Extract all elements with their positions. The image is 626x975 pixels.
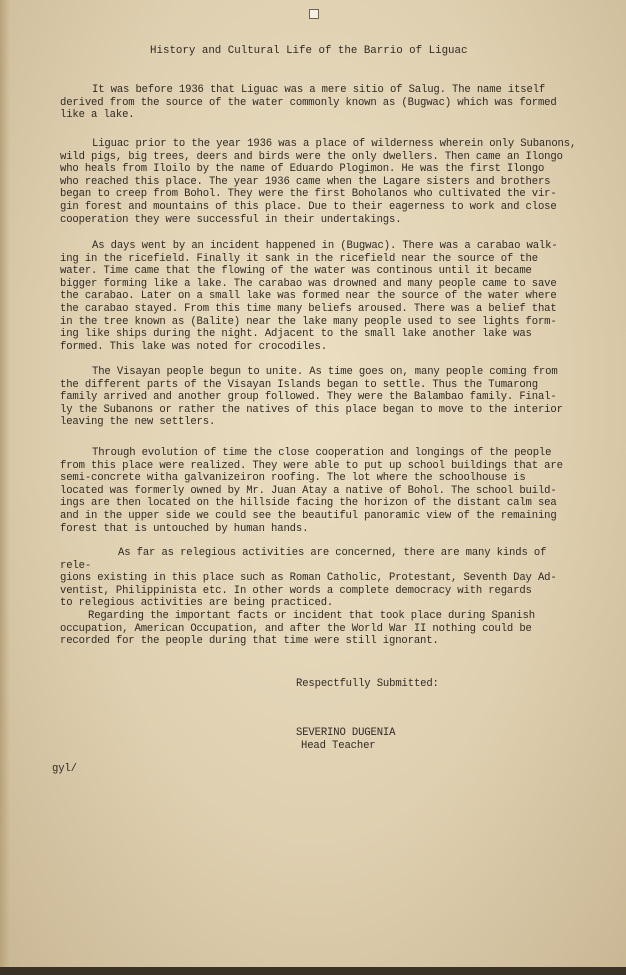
typist-initials: gyl/ — [52, 763, 77, 775]
paragraph-school: Through evolution of time the close cooperation and longings of the people from this place were realized. They were able to put up school buildings that are semi-concrete witha galvanizeiron roofing. The lot where the schoolhouse is located was formerly owned by Mr. Juan Atay a native of Bohol. The school build- ings are then located on the hillside facing the horizon of the distant calm sea and in the upper side we could see the beautiful panoramic view of the remaining forest that is untouched by human hands. — [60, 447, 563, 535]
signature-name: SEVERINO DUGENIA — [296, 727, 396, 739]
paragraph-early-settlers: Liguac prior to the year 1936 was a place of wilderness wherein only Subanons, wild pigs, big trees, deers and birds were the only dwellers. Then came an Ilongo who heals from Iloilo by the name of Eduardo Plogimon. He was the first Ilongo who reached this place. The year 1936 came when the Lagare sisters and brothers began to creep from Bohol. They were the first Boholanos who cultivated the vir- gin forest and mountains of this place. Due to their eagerness to work and close cooperation they were successful in their undertakings. — [60, 138, 577, 226]
document-title: History and Cultural Life of the Barrio of Liguac — [150, 45, 468, 57]
paragraph-religion: As far as relegious activities are concerned, there are many kinds of rele- gions existing in this place such as Roman Catholic, Protestant, Seventh Day Ad- ventist, Philippinista etc. In other words a complete democracy with regards to relegious activities are being practiced. — [60, 547, 557, 610]
paragraph-origin: It was before 1936 that Liguac was a mere sitio of Salug. The name itself derived from the source of the water commonly known as (Bugwac) which was formed like a lake. — [60, 84, 557, 122]
staple-hole-icon — [309, 9, 319, 19]
paper-edge-shadow — [0, 0, 10, 975]
paragraph-occupation: Regarding the important facts or incident that took place during Spanish occupation, American Occupation, and after the World War II nothing could be recorded for the people during that time were still ignorant. — [60, 610, 535, 648]
closing-line: Respectfully Submitted: — [296, 678, 439, 690]
paragraph-visayan-settlers: The Visayan people begun to unite. As time goes on, many people coming from the different parts of the Visayan Islands began to settle. Thus the Tumarong family arrived and another group followed. They were the Balambao family. Final- ly the Subanons or rather the natives of this place began to move to the interior leaving the new settlers. — [60, 366, 563, 429]
signature-title: Head Teacher — [301, 740, 376, 752]
scan-bottom-edge — [0, 967, 626, 975]
paragraph-lake-incident: As days went by an incident happened in (Bugwac). There was a carabao walk- ing in the ricefield. Finally it sank in the ricefield near the source of the water. Time came that the flowing of the water was continous until it became bigger forming like a lake. The carabao was drowned and many people came to save the carabao. Later on a small lake was formed near the source of the water where the carabao stayed. From this time many beliefs aroused. There was a belief that in the tree known as (Balite) near the lake many people used to see lights form- ing like ships during the night. Adjacent to the small lake another lake was formed. This lake was noted for crocodiles. — [60, 240, 558, 353]
